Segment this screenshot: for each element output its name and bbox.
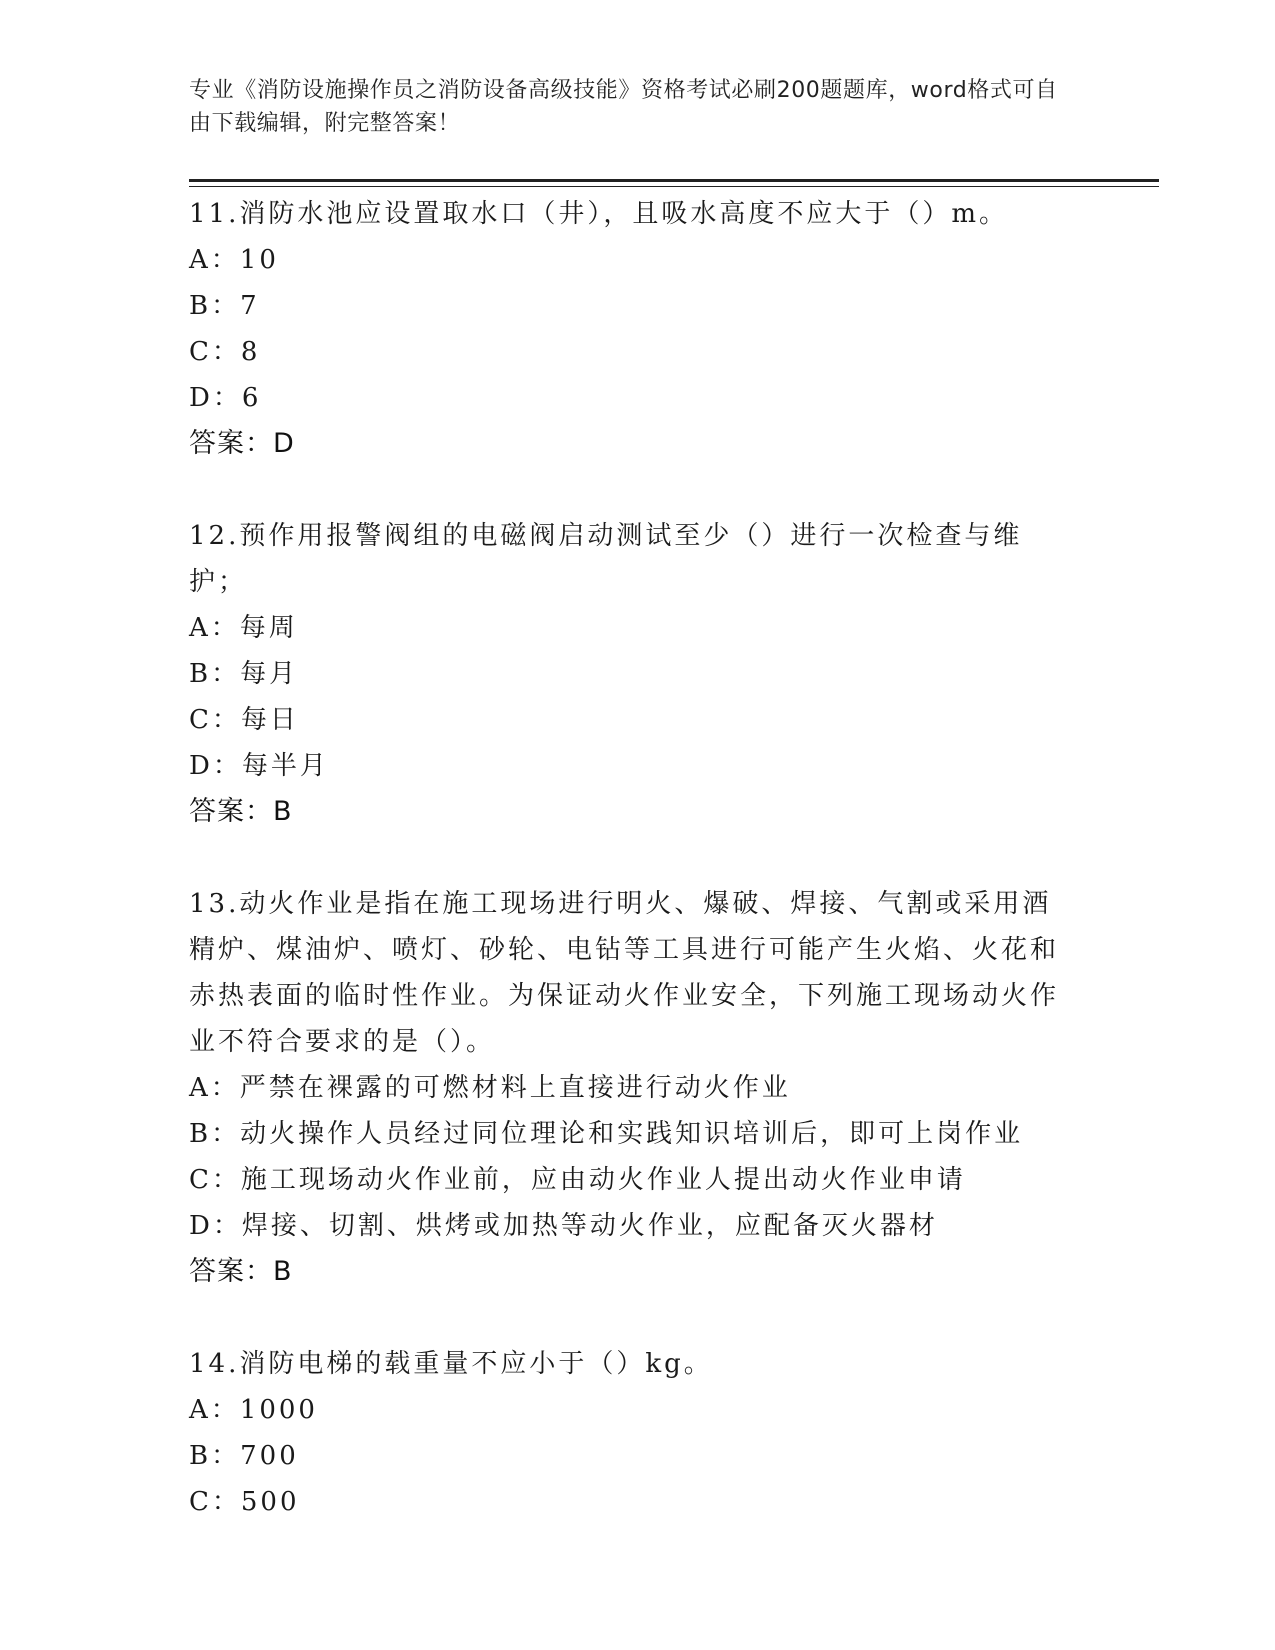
option-c: C：500 [189, 1487, 300, 1517]
option-b: B：700 [189, 1441, 299, 1471]
option-a: A：10 [189, 245, 279, 275]
question-stem: 14.消防电梯的载重量不应小于（）kg。 [189, 1349, 713, 1379]
option-c: C：每日 [189, 705, 299, 735]
question-12 [189, 513, 1089, 835]
header-rule-thick [189, 179, 1159, 182]
option-d: D：焊接、切割、烘烤或加热等动火作业，应配备灭火器材 [189, 1211, 938, 1241]
question-stem: 12.预作用报警阀组的电磁阀启动测试至少（）进行一次检查与维护； [189, 521, 1023, 597]
option-b: B：动火操作人员经过同位理论和实践知识培训后，即可上岗作业 [189, 1119, 1024, 1149]
answer-label: 答案：B [189, 1256, 293, 1287]
option-c: C：施工现场动火作业前，应由动火作业人提出动火作业申请 [189, 1165, 966, 1195]
header-rule-thin [189, 186, 1159, 187]
option-b: B：7 [189, 291, 260, 321]
option-d: D：6 [189, 383, 262, 413]
question-stem: 11.消防水池应设置取水口（井），且吸水高度不应大于（）m。 [189, 199, 1009, 229]
option-a: A：每周 [189, 613, 298, 643]
question-list [189, 191, 1089, 1525]
option-a: A：严禁在裸露的可燃材料上直接进行动火作业 [189, 1073, 791, 1103]
question-14 [189, 1341, 1089, 1525]
option-b: B：每月 [189, 659, 299, 689]
question-stem: 13.动火作业是指在施工现场进行明火、爆破、焊接、气割或采用酒精炉、煤油炉、喷灯、砂轮、电钻等工具进行可能产生火焰、火花和赤热表面的临时性作业。为保证动火作业安全，下列施工现场动火作业不符合要求的是（）。 [189, 889, 1060, 1057]
answer-label: 答案：D [189, 428, 295, 459]
option-c: C：8 [189, 337, 261, 367]
question-11 [189, 191, 1089, 467]
option-a: A：1000 [189, 1395, 318, 1425]
document-header: 专业《消防设施操作员之消防设备高级技能》资格考试必刷200题题库，word格式可自由下载编辑，附完整答案！ [189, 78, 1058, 136]
answer-label: 答案：B [189, 796, 293, 827]
question-13 [189, 881, 1089, 1295]
option-d: D：每半月 [189, 751, 329, 781]
